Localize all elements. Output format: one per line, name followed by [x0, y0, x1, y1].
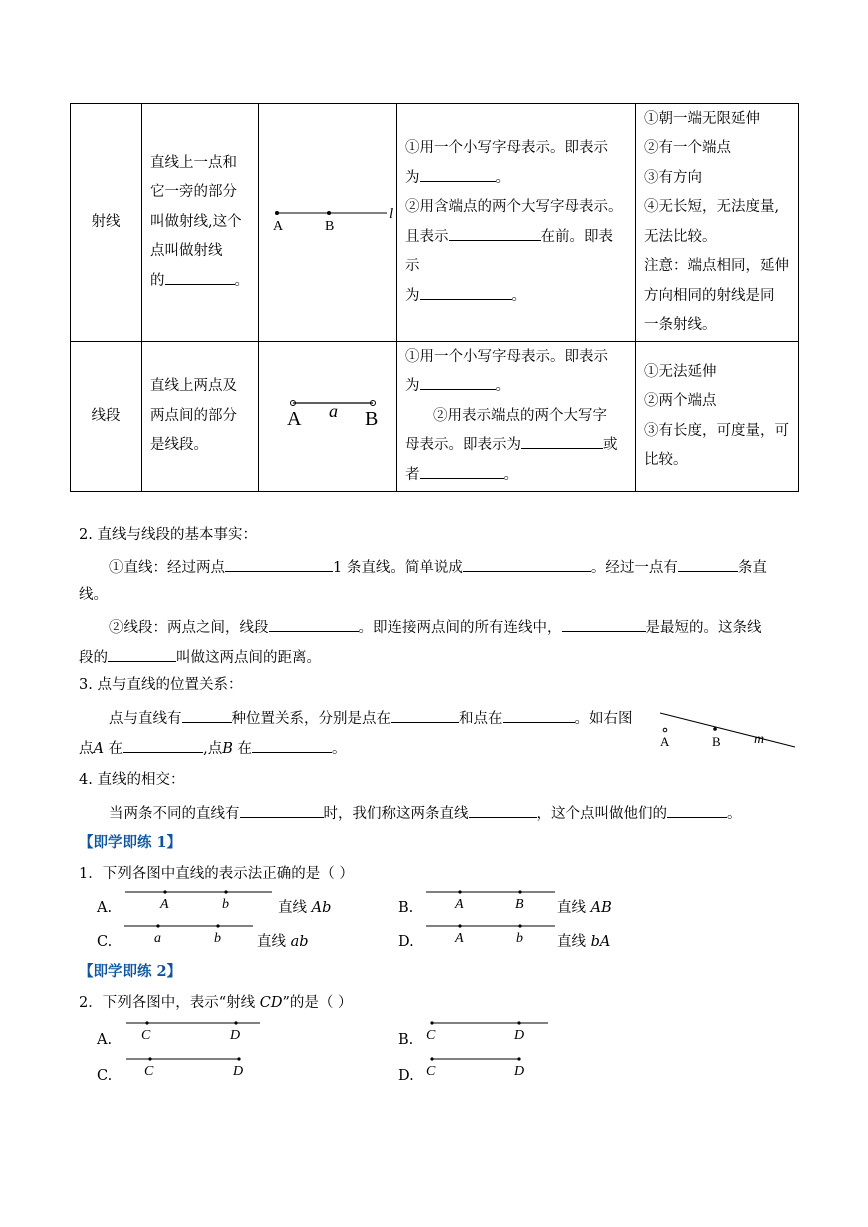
option-letter[interactable]: A.	[97, 900, 113, 916]
blank	[225, 555, 333, 572]
segment-def-line: 直线上两点及	[150, 378, 237, 395]
label-a-lower: a	[329, 400, 338, 421]
blank	[420, 373, 496, 390]
option-b-figure	[424, 886, 559, 922]
section-3-title: 3. 点与直线的位置关系：	[79, 677, 243, 693]
option-a-figure	[122, 886, 272, 922]
notation-line: ①用一个小写字母表示。即表示	[405, 348, 608, 365]
blank	[182, 706, 232, 723]
section-3-line-2: 点A 在 ,点B 在 。	[79, 736, 346, 759]
blank	[269, 615, 359, 632]
property-line: ②两个端点	[644, 393, 717, 409]
point-label: C	[141, 1028, 151, 1043]
blank	[240, 801, 324, 818]
blank	[420, 462, 504, 479]
point-label: C	[144, 1064, 154, 1079]
point-label: b	[516, 931, 523, 946]
notation-line: 母表示。即表示为 或	[405, 431, 627, 461]
blank	[449, 224, 541, 241]
option-letter[interactable]: B.	[398, 1032, 414, 1048]
section-2-line-2: 线。	[79, 587, 108, 603]
label-m: m	[754, 732, 765, 747]
option-d-figure	[424, 1052, 528, 1088]
option-letter[interactable]: C.	[97, 934, 113, 950]
section-3-line-1: 点与直线有 种位置关系，分别是点在 和点在 。如右图	[109, 706, 633, 729]
property-line: ②有一个端点	[644, 140, 731, 156]
notation-line: 且表示 在前。即表示	[405, 223, 627, 282]
point-label: A	[455, 931, 464, 946]
point-label: D	[514, 1064, 525, 1079]
option-caption: 直线 Ab	[278, 900, 332, 916]
notation-line: ①用一个小写字母表示。即表示	[405, 140, 608, 156]
practice-1-question: 1．下列各图中直线的表示法正确的是（ ）	[79, 866, 354, 882]
option-letter[interactable]: B.	[398, 900, 414, 916]
table-row-ray	[71, 104, 799, 342]
option-a-figure	[122, 1016, 264, 1052]
property-line: 注意：端点相同，延伸	[644, 258, 789, 274]
property-line: ④无长短，无法度量,	[644, 199, 780, 215]
label-a: A	[287, 407, 302, 430]
blank	[391, 706, 459, 723]
point-label: D	[233, 1064, 244, 1079]
section-4-title: 4. 直线的相交：	[79, 772, 185, 788]
option-b-figure	[424, 1016, 552, 1052]
notation-line: ②用含端点的两个大写字母表示。	[405, 199, 623, 215]
label-b: B	[325, 218, 335, 234]
blank	[503, 706, 575, 723]
blank	[165, 268, 235, 285]
ray-def-line: 它一旁的部分	[150, 184, 237, 201]
point-label: A	[455, 897, 464, 912]
blank	[252, 736, 332, 753]
notation-line: 为 。	[405, 282, 627, 312]
blank	[521, 432, 603, 449]
section-2-line-4: 段的 叫做这两点间的距离。	[79, 645, 321, 668]
practice-2-question: 2．下列各图中，表示“射线 CD”的是（ ）	[79, 995, 353, 1011]
point-label: a	[154, 931, 161, 946]
blank	[562, 615, 646, 632]
ray-name: 射线	[71, 104, 142, 342]
point-label: D	[514, 1028, 525, 1043]
segment-name: 线段	[71, 342, 142, 492]
property-line: ③有方向	[644, 169, 702, 186]
property-line: 比较。	[644, 452, 688, 468]
ray-properties	[636, 104, 799, 342]
notation-line: 为 。	[405, 164, 627, 194]
notation-line: 为 。	[405, 372, 627, 402]
section-2-line-3: ②线段：两点之间，线段 。即连接两点间的所有连线中， 是最短的。这条线	[109, 615, 762, 638]
option-caption: 直线 bA	[557, 934, 611, 950]
label-a: A	[660, 734, 670, 749]
blank	[108, 645, 176, 662]
section-2-title: 2. 直线与线段的基本事实：	[79, 527, 257, 543]
label-a: A	[273, 218, 284, 234]
notation-line: ②用表示端点的两个大写字	[433, 407, 607, 424]
option-letter[interactable]: A.	[97, 1032, 113, 1048]
label-b: B	[365, 407, 379, 430]
blank	[420, 283, 512, 300]
point-line-figure	[655, 705, 800, 755]
property-line: 方向相同的射线是同	[644, 287, 775, 304]
property-line: 无法比较。	[644, 228, 717, 245]
ray-def-line: 的 。	[150, 267, 250, 297]
ray-def-line: 直线上一点和	[150, 154, 237, 171]
blank	[463, 555, 591, 572]
point-b-dot	[327, 211, 331, 215]
point-a-dot	[275, 211, 279, 215]
section-4-line-1: 当两条不同的直线有 时，我们称这两条直线 ，这个点叫做他们的 。	[109, 801, 742, 824]
label-l: l	[389, 205, 394, 222]
practice-2-heading: 【即学即练 2】	[79, 963, 182, 980]
point-label: b	[222, 897, 229, 912]
practice-1-heading: 【即学即练 1】	[79, 834, 182, 851]
point-a-dot	[663, 728, 667, 732]
property-line: ③有长度，可度量，可	[644, 422, 789, 439]
ray-figure	[259, 187, 397, 247]
blank	[469, 801, 537, 818]
option-letter[interactable]: D.	[398, 1068, 414, 1084]
blank	[678, 555, 738, 572]
segment-figure	[259, 386, 397, 436]
option-letter[interactable]: C.	[97, 1068, 113, 1084]
ray-figure-cell	[259, 104, 397, 342]
segment-definition	[142, 342, 259, 492]
segment-properties	[636, 342, 799, 492]
ray-def-line: 叫做射线,这个	[150, 213, 242, 230]
blank	[667, 801, 727, 818]
section-2-line-1: ①直线：经过两点 1 条直线。简单说成 。经过一点有 条直	[109, 555, 767, 578]
ray-definition	[142, 104, 259, 342]
ray-notation	[397, 104, 636, 342]
point-label: b	[214, 931, 221, 946]
option-d-figure	[424, 920, 559, 956]
option-caption: 直线 ab	[257, 934, 309, 950]
point-label: B	[515, 897, 524, 912]
option-c-figure	[122, 920, 257, 956]
blank	[123, 736, 203, 753]
concept-table	[70, 103, 799, 492]
label-b: B	[712, 734, 721, 749]
notation-line: 者 。	[405, 461, 627, 491]
segment-def-line: 是线段。	[150, 437, 208, 454]
point-label: A	[160, 897, 169, 912]
point-label: C	[426, 1028, 436, 1043]
option-letter[interactable]: D.	[398, 934, 414, 950]
ray-def-line: 点叫做射线	[150, 243, 223, 260]
property-line: ①朝一端无限延伸	[644, 110, 760, 127]
segment-notation	[397, 342, 636, 492]
option-caption: 直线 AB	[557, 900, 612, 916]
point-label: C	[426, 1064, 436, 1079]
segment-def-line: 两点间的部分	[150, 407, 237, 424]
property-line: ①无法延伸	[644, 363, 717, 380]
point-b-dot	[713, 727, 717, 731]
point-label: D	[230, 1028, 241, 1043]
segment-figure-cell	[259, 342, 397, 492]
table-row-segment	[71, 342, 799, 492]
option-c-figure	[122, 1052, 250, 1088]
property-line: 一条射线。	[644, 317, 717, 333]
blank	[420, 165, 496, 182]
